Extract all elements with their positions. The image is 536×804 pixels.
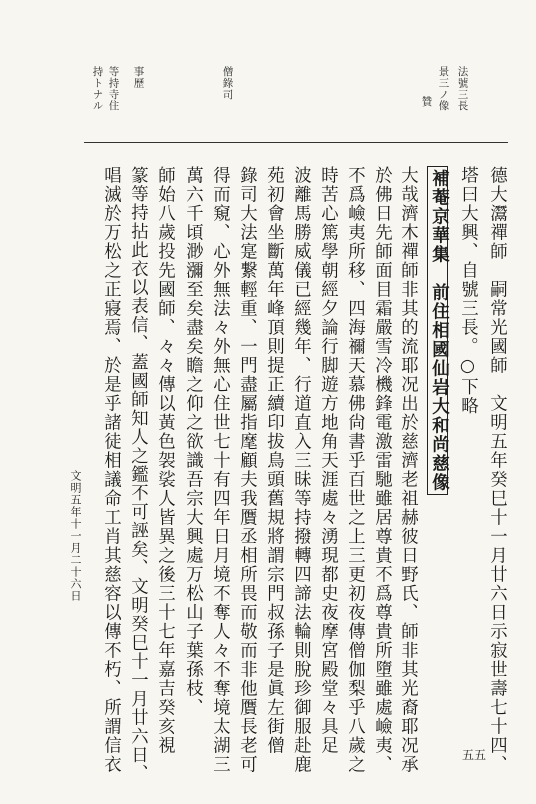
body-line: 師始八歲投先國師、々々傳以黃色袈裟人皆異之後三十七年嘉吉癸亥視 — [154, 166, 175, 755]
body-line: 萬六千頃渺瀰至矣盡矣瞻之仰之欲識吾宗大興處万松山子葉孫枝、 — [182, 166, 203, 717]
body-line: 時苦心篤學朝經夕論行脚遊方地角天涯處々湧現都史夜摩宮殿堂々具足 — [317, 166, 338, 755]
body-line: 不爲嶮夷所移、四海禰天慕佛尙書乎百世之上三更初夜傳僧伽梨乎八歲之 — [344, 166, 365, 774]
body-line-title — [427, 166, 448, 495]
body-line: 德大灊禪師 嗣常光國師 文明五年癸巳十一月廿六日示寂世壽七十四、 — [486, 166, 507, 774]
margin-note-temple-1: 等持寺住 — [107, 66, 120, 112]
body-line: 於佛日先師面目霜嚴雪冷機鋒電激雷馳雖居尊貴不爲尊貴所墮雖處嶮夷、 — [371, 166, 392, 774]
page-number: 五五 — [462, 748, 487, 762]
body-line: 篆等持拈此衣以表信、蓋國師知人之鑑不可誣矣、文明癸巳十一月廿六日、 — [127, 166, 148, 784]
header-rule — [84, 142, 508, 143]
margin-note-inscription: 贊 — [420, 96, 433, 108]
margin-note-temple-2: 持トナル — [91, 66, 104, 112]
footer-date-note: 文明五年十一月二十六日 — [69, 470, 82, 602]
body-line: 得而窺、心外無法々外無心住世七十有四年日月境不奪人々不奪境太湖三 — [209, 166, 230, 774]
body-line: 苑初會坐斷萬年峰頂則提正續印拔鳥頭舊規將謂宗門叔孫子是眞左街僧 — [263, 166, 284, 755]
body-line: 波離馬勝威儀已經幾年、行道直入三昧等持撥轉四諦法輪則脫珍御服赴鹿 — [290, 166, 311, 774]
body-line: 塔曰大興、自號三長。○下略 — [457, 166, 478, 416]
margin-note-career: 事歷 — [132, 66, 145, 89]
margin-note-portrait: 景三ノ像 — [437, 66, 450, 112]
margin-note-dharma-name: 法號三長 — [456, 66, 469, 112]
section-title-box — [427, 166, 448, 495]
body-line: 唱滅於万松之正寢焉、於是乎諸徒相議命工肖其慈容以傳不朽、所謂信衣 — [100, 166, 121, 774]
margin-note-office: 僧錄司 — [221, 66, 234, 100]
section-title: 補菴京華集 前住相國仙岩大和尚慈像 — [428, 169, 449, 492]
body-line: 錄司大法寔繋輕重、一門盡屬指麾顧夫我贋丞相所畏而敬而非他贋長老可 — [236, 166, 257, 774]
body-line: 大哉濟木禪師非其的流耶况出於慈濟老祖赫彼日野氏、師非其光裔耶况承 — [397, 166, 418, 774]
